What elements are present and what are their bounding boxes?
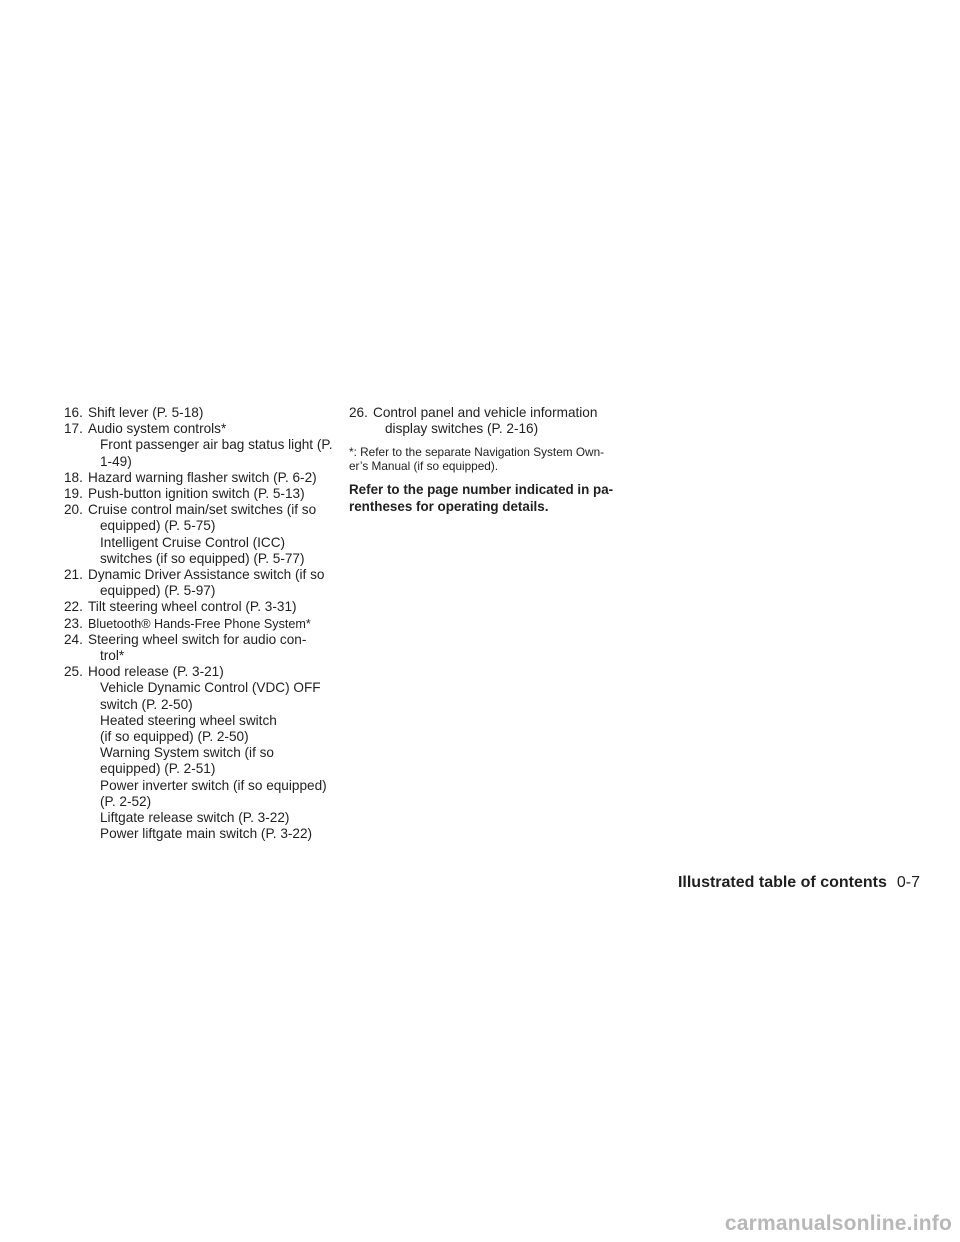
- item-number: 16.: [64, 405, 83, 420]
- item-text: Shift lever (P. 5-18): [88, 405, 204, 420]
- item-number: 23.: [64, 615, 83, 631]
- item-text: Cruise control main/set switches (if so: [88, 502, 317, 518]
- item-subtext: Vehicle Dynamic Control (VDC) OFF: [100, 680, 321, 696]
- section-title: Illustrated table of contents: [677, 874, 887, 891]
- list-item-19: [64, 486, 334, 502]
- item-text-wrap: trol*: [100, 648, 125, 664]
- list-item-16: [64, 405, 334, 421]
- item-subtext: (P. 2-52): [100, 793, 152, 809]
- item-subtext: Power liftgate main switch (P. 3-22): [100, 826, 313, 842]
- item-subtext: equipped) (P. 2-51): [100, 761, 216, 777]
- item-text-wrap: display switches (P. 2-16): [385, 421, 539, 437]
- list-item-25: [64, 664, 334, 842]
- right-column: [349, 405, 624, 515]
- item-text: Dynamic Driver Assistance switch (if so: [88, 567, 325, 583]
- list-item-22: [64, 599, 334, 615]
- item-subtext: Liftgate release switch (P. 3-22): [100, 810, 290, 826]
- list-item-18: [64, 470, 334, 486]
- list-item-26: [349, 405, 624, 437]
- footnote-line: *: Refer to the separate Navigation System Own-: [349, 445, 605, 460]
- item-subtext: switch (P. 2-50): [100, 696, 193, 712]
- watermark-logo: carmanualsonline.info: [724, 1212, 952, 1235]
- page-number: 0-7: [896, 874, 920, 891]
- item-text-wrap: equipped) (P. 5-75): [100, 518, 216, 534]
- item-number: 22.: [64, 599, 83, 615]
- item-number: 18.: [64, 469, 83, 485]
- instruction-note: [349, 482, 624, 514]
- item-subtext: (if so equipped) (P. 2-50): [100, 729, 249, 745]
- left-column: [64, 405, 334, 842]
- item-subtext: Warning System switch (if so: [100, 745, 274, 761]
- item-subtext: Heated steering wheel switch: [100, 712, 277, 728]
- item-text: Control panel and vehicle information: [373, 405, 598, 420]
- item-subtext: Power inverter switch (if so equipped): [100, 777, 327, 793]
- item-number: 21.: [64, 567, 83, 583]
- instruction-line: Refer to the page number indicated in pa-: [349, 482, 614, 498]
- item-subtext: Front passenger air bag status light (P.: [100, 437, 333, 453]
- item-number: 19.: [64, 486, 83, 502]
- item-text: Hazard warning flasher switch (P. 6-2): [88, 469, 317, 485]
- list-item-23: [64, 616, 334, 632]
- item-text: Tilt steering wheel control (P. 3-31): [88, 599, 297, 615]
- item-text: Bluetooth® Hands-Free Phone System*: [88, 616, 311, 631]
- item-number: 17.: [64, 421, 83, 437]
- item-number: 20.: [64, 502, 83, 518]
- footnote-line: er’s Manual (if so equipped).: [349, 459, 499, 474]
- list-item-21: [64, 567, 334, 599]
- item-text-wrap: equipped) (P. 5-97): [100, 583, 216, 599]
- footnote: [349, 445, 624, 473]
- list-item-20: [64, 502, 334, 567]
- item-number: 24.: [64, 631, 83, 647]
- item-subtext: Intelligent Cruise Control (ICC): [100, 534, 286, 550]
- item-text: Hood release (P. 3-21): [88, 664, 224, 680]
- list-item-24: [64, 632, 334, 664]
- item-subtext: 1-49): [100, 453, 132, 469]
- item-text: Audio system controls*: [88, 421, 227, 437]
- page-footer: [560, 873, 920, 893]
- item-text: Steering wheel switch for audio con-: [88, 631, 307, 647]
- item-subtext: switches (if so equipped) (P. 5-77): [100, 550, 305, 566]
- item-number: 26.: [349, 405, 368, 420]
- list-item-17: [64, 421, 334, 470]
- item-text: Push-button ignition switch (P. 5-13): [88, 486, 305, 502]
- item-number: 25.: [64, 664, 83, 680]
- instruction-line: rentheses for operating details.: [349, 498, 549, 514]
